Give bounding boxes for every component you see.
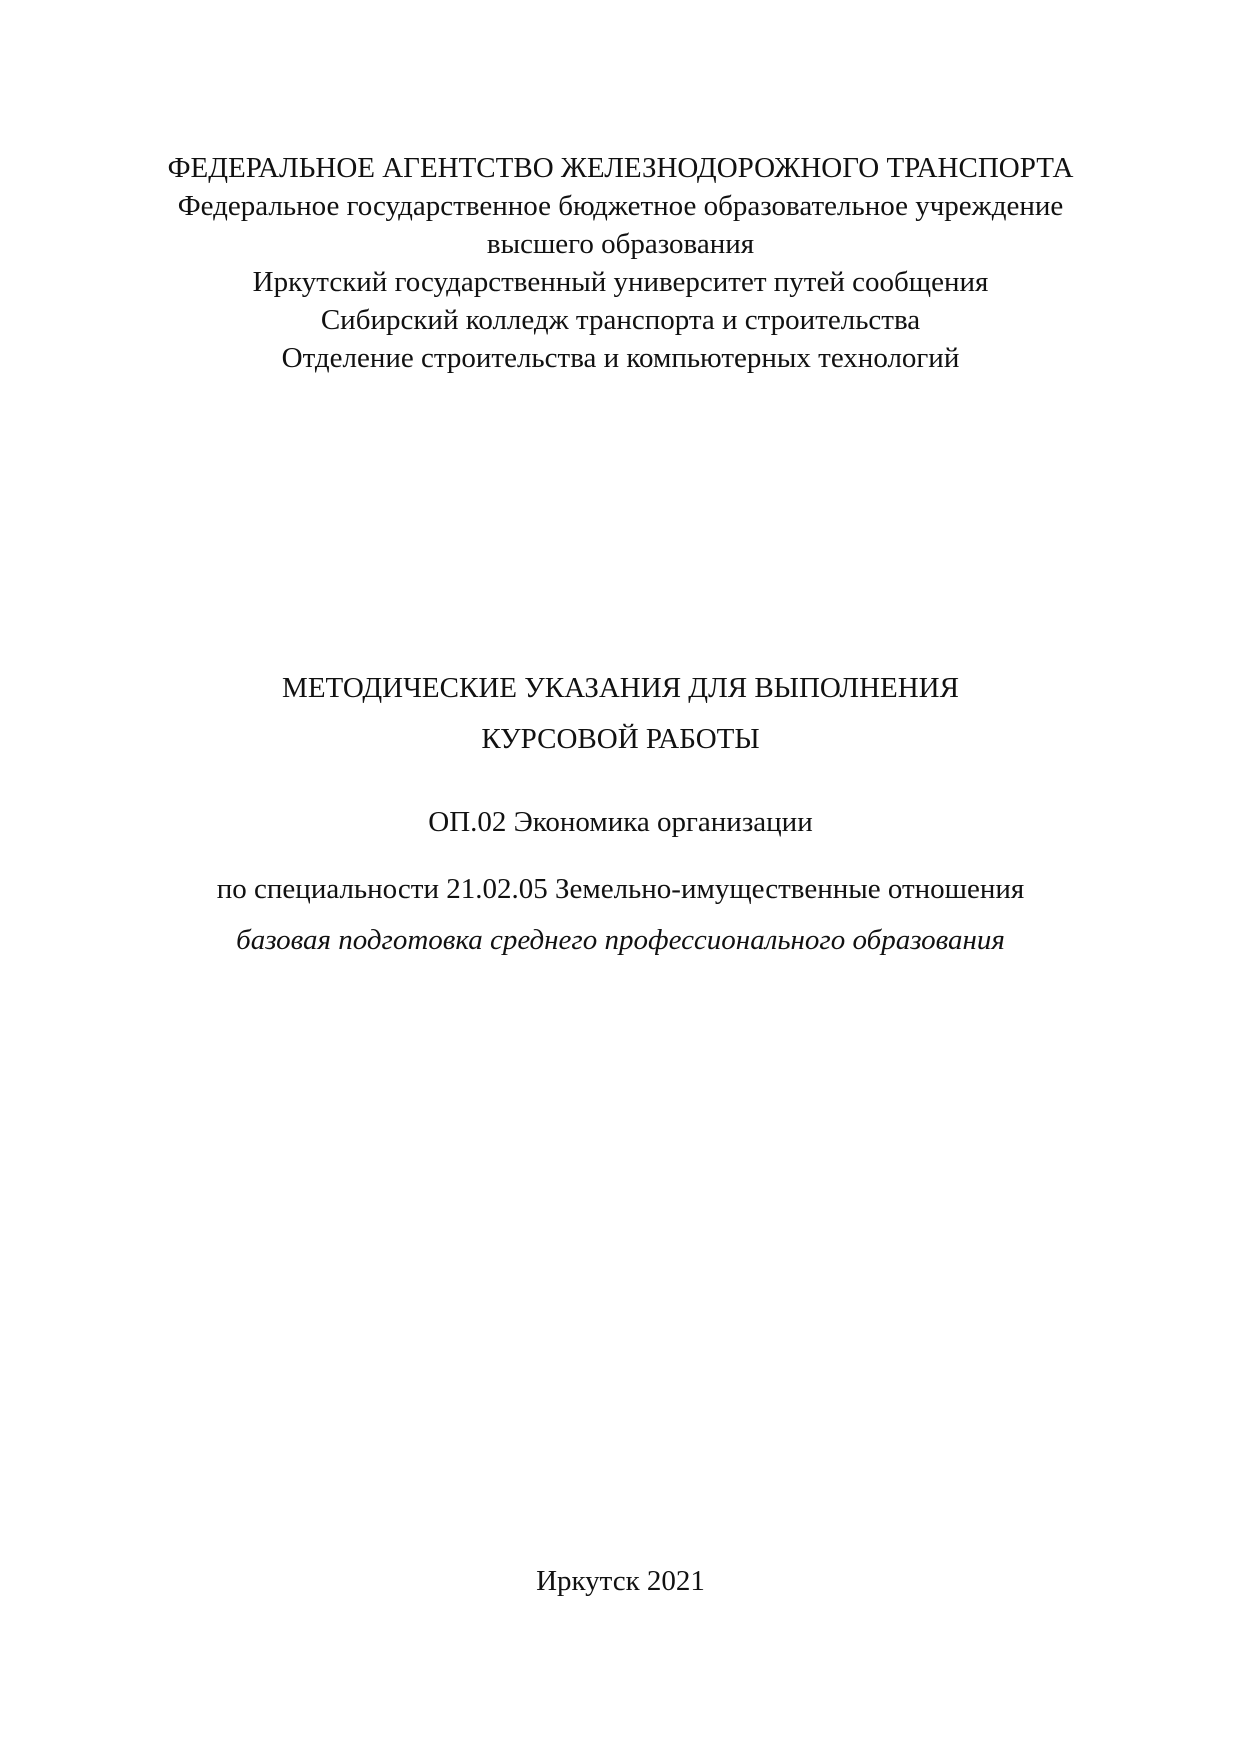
department-name: Отделение строительства и компьютерных технологий xyxy=(281,342,960,374)
city-year: Иркутск 2021 xyxy=(536,1565,705,1597)
document-title-line1: МЕТОДИЧЕСКИЕ УКАЗАНИЯ ДЛЯ ВЫПОЛНЕНИЯ xyxy=(282,672,959,704)
training-level: базовая подготовка среднего профессионального образования xyxy=(236,924,1005,956)
institution-type-line2: высшего образования xyxy=(486,228,755,260)
college-name: Сибирский колледж транспорта и строительства xyxy=(320,304,921,336)
university-name: Иркутский государственный университет путей сообщения xyxy=(252,266,989,298)
specialty-line: по специальности 21.02.05 Земельно-имущественные отношения xyxy=(216,873,1025,905)
institution-type-line1: Федеральное государственное бюджетное образовательное учреждение xyxy=(177,190,1064,222)
document-title-line2: КУРСОВОЙ РАБОТЫ xyxy=(481,723,760,755)
discipline-name: ОП.02 Экономика организации xyxy=(428,806,813,838)
agency-name: ФЕДЕРАЛЬНОЕ АГЕНТСТВО ЖЕЛЕЗНОДОРОЖНОГО ТРАНСПОРТА xyxy=(167,152,1074,184)
